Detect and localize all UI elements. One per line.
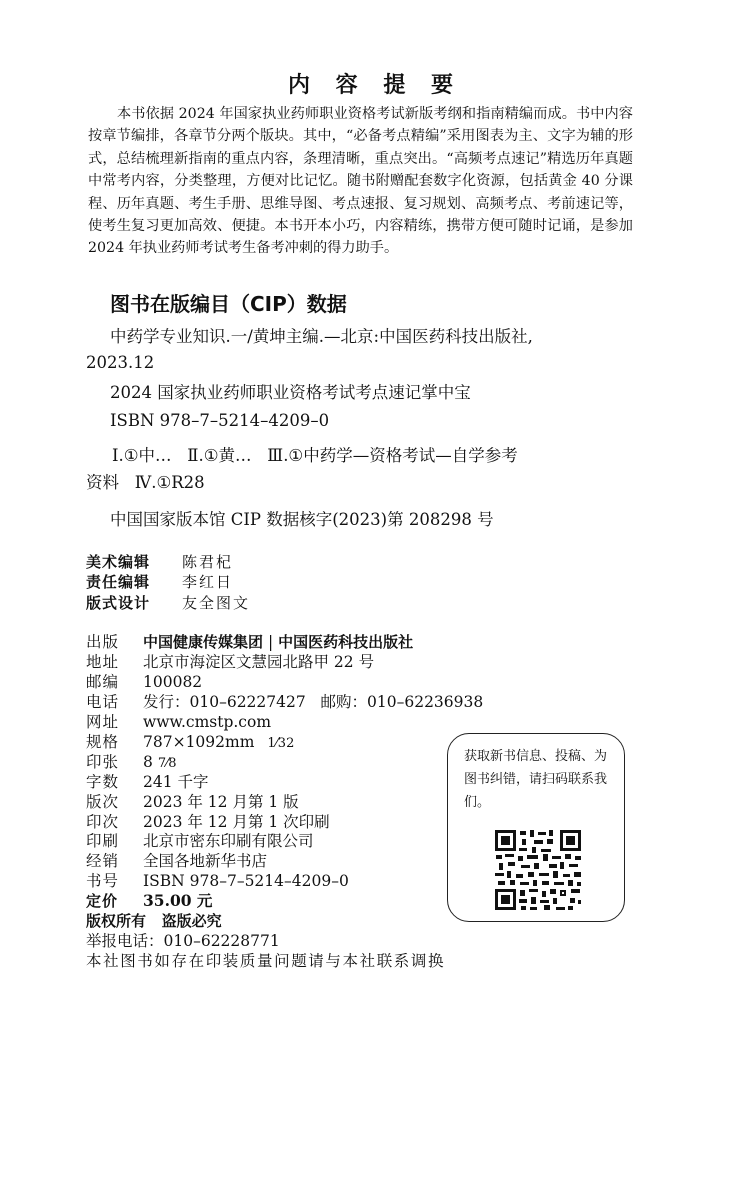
intro-paragraph: 本书依据 2024 年国家执业药师职业资格考试新版考纲和指南精编而成。书中内容按章节编排，各章节分两个版块。其中，“必备考点精编”采用图表为主、文字为辅的形式，总结梳理新指南的重点内容，条理清晰，重点突出。“高频考点速记”精选历年真题中常考内容，分类整理，方便对比记忆。随书附赠配套数字化资源，包括黄金 40 分课程、历年真题、考生手册、思维导图、考点速报、复习规划、高频考点、考前速记等，使考生复习更加高效、便捷。本书开本小巧，内容精练，携带方便可随时记诵，是参加 2024 年执业药师考试考生备考冲刺的得力助手。: [88, 106, 633, 257]
publisher-group: 中国健康传媒集团: [143, 633, 264, 651]
qr-prompt-text: 获取新书信息、投稿、为图书纠错，请扫码联系我们。: [464, 749, 608, 810]
info-row-format: [86, 732, 294, 752]
page-title: 内 容 提 要: [288, 73, 462, 98]
format-fraction: 1⁄32: [267, 736, 295, 751]
cip-line-1: 中药学专业知识.一/黄坤主编.—北京:中国医药科技出版社,: [110, 327, 533, 346]
info-value: 北京市密东印刷有限公司: [143, 832, 314, 850]
website-link[interactable]: www.cmstp.com: [143, 713, 272, 731]
credit-label: 责任编辑: [86, 573, 151, 591]
info-label: 出版: [86, 633, 120, 651]
cip-line-6: 资料 Ⅳ.①R28: [86, 473, 205, 492]
qr-callout-box: [447, 733, 625, 922]
info-label: 定价: [86, 892, 119, 910]
info-row-printer: [86, 831, 314, 851]
info-row-sheets: [86, 752, 177, 772]
report-phone-line: 举报电话：010–62228771: [86, 932, 280, 950]
sheets-whole: 8: [143, 753, 153, 771]
info-value: 241 千字: [143, 773, 209, 791]
quality-notice: 本社图书如存在印装质量问题请与本社联系调换: [86, 952, 446, 970]
publisher-press: 中国医药科技出版社: [278, 633, 414, 651]
info-row-phone: [86, 692, 483, 712]
info-value: 2023 年 12 月第 1 次印刷: [143, 813, 330, 831]
copyright-line: 版权所有 盗版必究: [86, 912, 222, 930]
credit-value: 友全图文: [182, 594, 251, 612]
info-value: ISBN 978–7–5214–4209–0: [143, 872, 349, 890]
info-label: 邮编: [86, 673, 120, 691]
credit-row-art-editor: [86, 552, 233, 572]
credit-label: 美术编辑: [86, 553, 151, 571]
info-value: 2023 年 12 月第 1 版: [143, 793, 299, 811]
info-label: 版次: [86, 793, 120, 811]
info-row-postcode: [86, 672, 202, 692]
info-row-printing: [86, 812, 330, 832]
info-label: 书号: [86, 872, 120, 890]
info-label: 电话: [86, 693, 120, 711]
info-label: 经销: [86, 852, 120, 870]
info-label: 字数: [86, 773, 120, 791]
credit-value: 李红日: [182, 573, 234, 591]
cip-line-3: 2024 国家执业药师职业资格考试考点速记掌中宝: [110, 383, 471, 402]
cip-line-7: 中国国家版本馆 CIP 数据核字(2023)第 208298 号: [110, 510, 494, 529]
cip-line-5: Ⅰ.①中… Ⅱ.①黄… Ⅲ.①中药学—资格考试—自学参考: [112, 446, 518, 465]
credit-row-responsible-editor: [86, 572, 233, 592]
info-value: 全国各地新华书店: [143, 852, 268, 870]
sheets-fraction: 7⁄8: [157, 756, 177, 771]
info-label: 网址: [86, 713, 120, 731]
info-value: 100082: [143, 673, 203, 691]
info-value: 北京市海淀区文慧园北路甲 22 号: [143, 653, 375, 671]
info-row-address: [86, 652, 374, 672]
info-row-distributor: [86, 851, 267, 871]
credit-row-layout-design: [86, 593, 250, 613]
info-label: 印刷: [86, 832, 120, 850]
info-value: 787×1092mm: [143, 733, 255, 751]
info-row-words: [86, 772, 209, 792]
cip-line-2: 2023.12: [86, 353, 155, 372]
credit-label: 版式设计: [86, 594, 151, 612]
info-label: 规格: [86, 733, 120, 751]
info-row-edition: [86, 792, 299, 812]
info-label: 印次: [86, 813, 120, 831]
cip-heading: 图书在版编目（CIP）数据: [110, 292, 347, 316]
info-row-website: [86, 712, 271, 732]
info-row-price: [86, 891, 212, 911]
publisher-separator: |: [267, 633, 274, 651]
credit-value: 陈君杞: [182, 553, 234, 571]
info-label: 印张: [86, 753, 120, 771]
info-row-publisher: [86, 632, 413, 652]
info-row-isbn: [86, 871, 349, 891]
cip-line-4: ISBN 978–7–5214–4209–0: [110, 411, 330, 430]
info-label: 地址: [86, 653, 120, 671]
info-value: 发行：010–62227427 邮购：010–62236938: [143, 693, 484, 711]
qr-code-icon[interactable]: [494, 829, 582, 911]
price-value: 35.00 元: [143, 891, 213, 910]
